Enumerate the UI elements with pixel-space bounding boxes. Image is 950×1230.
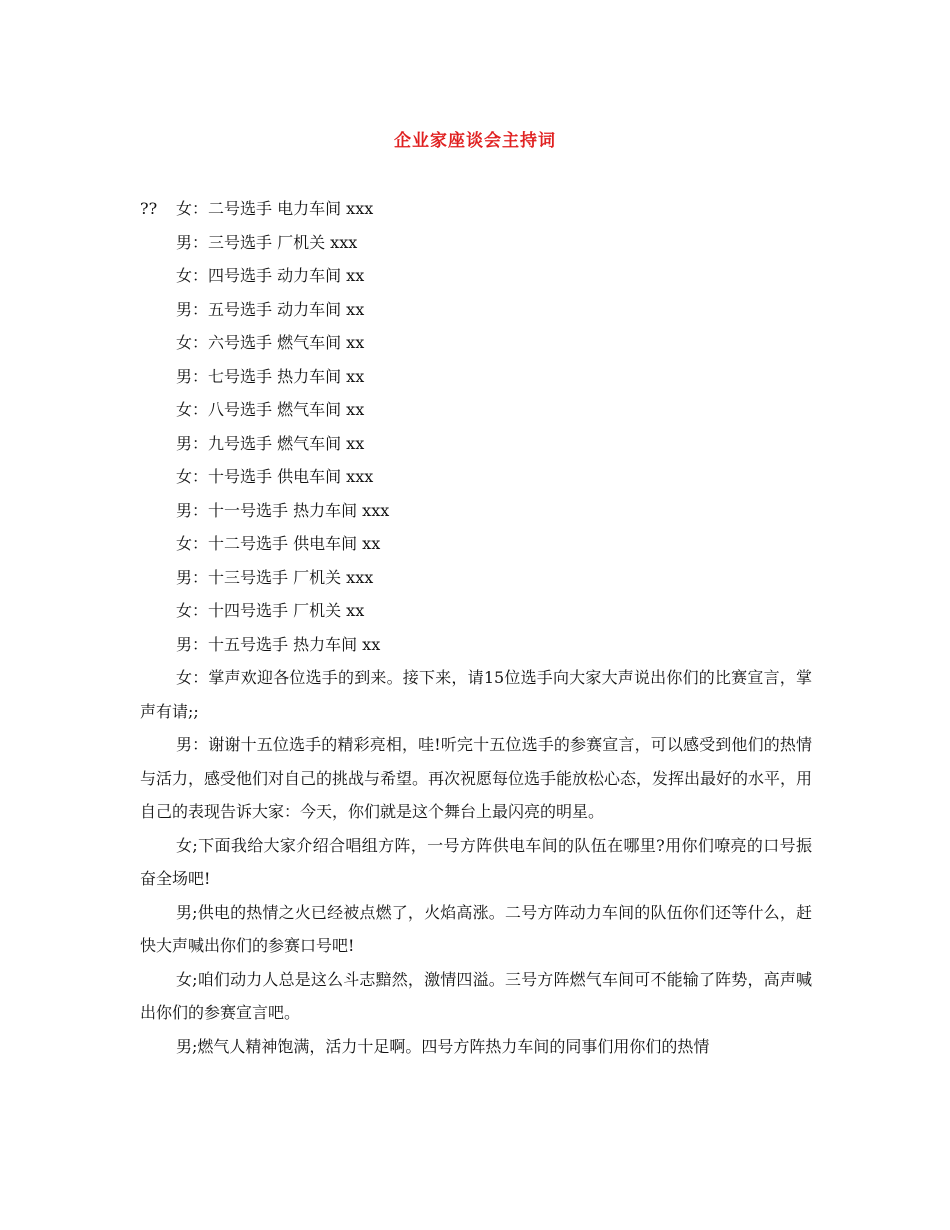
roster-line: 女：六号选手 燃气车间 xx — [176, 333, 365, 352]
roster-line — [140, 192, 812, 226]
roster-line: 女：十号选手 供电车间 xxx — [176, 467, 374, 486]
roster-line: 女：十四号选手 厂机关 xx — [176, 601, 365, 620]
roster-line: 男：五号选手 动力车间 xx — [176, 299, 365, 319]
roster-text: 女：二号选手 电力车间 xxx — [176, 199, 374, 218]
roster-lead-marker: ?? — [140, 199, 158, 218]
roster-line: 男：九号选手 燃气车间 xx — [176, 433, 365, 453]
document-title: 企业家座谈会主持词 — [394, 131, 556, 151]
script-paragraph: 男;燃气人精神饱满，活力十足啊。四号方阵热力车间的同事们用你们的热情 — [176, 1036, 710, 1056]
roster-line: 男：七号选手 热力车间 xx — [176, 366, 365, 386]
script-paragraph: 女;咱们动力人总是这么斗志黯然，激情四溢。三号方阵燃气车间可不能输了阵势，高声喊出你们的参赛宣言吧。 — [140, 969, 812, 1022]
roster-line: 男：十三号选手 厂机关 xxx — [176, 567, 374, 587]
roster-line: 男：三号选手 厂机关 xxx — [176, 232, 358, 252]
document-body — [140, 192, 812, 1063]
script-paragraph: 女：掌声欢迎各位选手的到来。接下来，请15位选手向大家大声说出你们的比赛宣言，掌声有请;; — [140, 668, 812, 721]
script-paragraph: 女;下面我给大家介绍合唱组方阵，一号方阵供电车间的队伍在哪里?用你们嘹亮的口号振奋全场吧! — [140, 835, 812, 888]
script-paragraph: 男;供电的热情之火已经被点燃了，火焰高涨。二号方阵动力车间的队伍你们还等什么，赶快大声喊出你们的参赛口号吧! — [140, 902, 812, 955]
roster-line: 男：十一号选手 热力车间 xxx — [176, 500, 390, 520]
roster-line: 女：十二号选手 供电车间 xx — [176, 534, 381, 553]
roster-line: 男：十五号选手 热力车间 xx — [176, 634, 381, 654]
roster-line: 女：四号选手 动力车间 xx — [176, 266, 365, 285]
roster-line: 女：八号选手 燃气车间 xx — [176, 400, 365, 419]
script-paragraph: 男：谢谢十五位选手的精彩亮相，哇!听完十五位选手的参赛宣言，可以感受到他们的热情与活力，感受他们对自己的挑战与希望。再次祝愿每位选手能放松心态，发挥出最好的水平，用自己的表现告诉大家：今天，你们就是这个舞台上最闪亮的明星。 — [140, 735, 813, 821]
